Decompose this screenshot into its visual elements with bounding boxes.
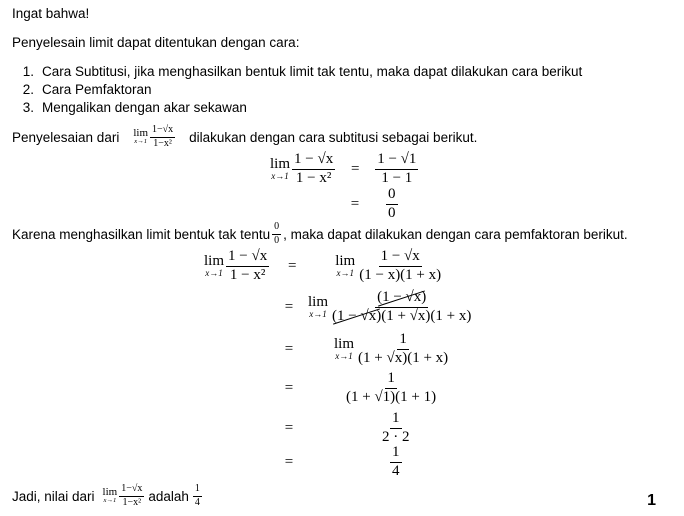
conclusion: Jadi, nilai dari lim x→1 $\frac{1-√x}{\text{1−x²}}$ adalah $\frac{1}{4}$ — [12, 483, 200, 508]
limit-operator: lim x→1 — [102, 486, 118, 505]
fraction: $\frac{1 - √x}{(1 - x)(1 + x)}$ — [359, 247, 442, 283]
limit-operator: lim x→1 — [204, 253, 225, 278]
note-heading: Ingat bahwa! — [12, 6, 90, 21]
fraction: $\frac{1}{4}$ — [392, 443, 400, 479]
limit-operator: lim x→1 — [308, 294, 329, 319]
page-number: 1 — [647, 492, 656, 509]
factoring-step-4: = $\frac{1}{(1 + √1)(1 + 1)}$ — [284, 369, 437, 405]
problem-statement: Penyelesaian dari lim x→1 $\frac{1-√x}{\text{1−x²}}$ dilakukan dengan cara subtitusi sebagai berikut. — [12, 124, 478, 149]
fraction: $\frac{1-√x}{\text{1−x²}}$ — [121, 483, 143, 508]
limit-operator: lim x→1 — [270, 156, 291, 181]
methods-list — [12, 63, 582, 117]
substitution-step-1: lim x→1 $\frac{1 - √x}{\text{1 − x²}}$ = $\frac{1 - √1}{1 - 1}$ — [270, 150, 417, 186]
problem-fraction: $\frac{1-√x}{\text{1−x²}}$ — [152, 124, 174, 149]
list-item: 3. Mengalikan dengan akar sekawan — [22, 100, 247, 115]
factoring-step-5: = $\frac{1}{2 \cdot 2}$ — [284, 409, 410, 445]
factoring-step-6: = $\frac{1}{4}$ — [284, 443, 400, 479]
substitution-step-2: = $\frac{0}{0}$ — [350, 185, 396, 221]
limit-operator: lim x→1 — [335, 253, 356, 278]
fraction: $\frac{1 - √x}{\text{1 − x²}}$ — [228, 247, 268, 283]
list-item: 1. Cara Subtitusi, jika menghasilkan bentuk limit tak tentu, maka dapat dilakukan cara berikut — [22, 64, 583, 79]
cancelled-factor: (1 − √x) — [377, 288, 427, 305]
factoring-intro: Karena menghasilkan limit bentuk tak tentu $\frac{0}{0}$ , maka dapat dilakukan dengan cara pemfaktoran berikut. — [12, 221, 628, 246]
factoring-step-2: = lim x→1 $\frac{(1 - √x)}{(1 - √x)(1 + √x)(1 + x)}$ — [284, 288, 472, 324]
cancelled-factor: (1 − √x) — [332, 307, 382, 324]
list-item: 2. Cara Pemfaktoran — [22, 82, 152, 97]
limit-operator: lim x→1 — [133, 127, 148, 146]
fraction: $\frac{(1 - √x)}{(1 - √x)(1 + √x)(1 + x)}$ — [332, 288, 472, 324]
fraction: $\frac{1}{(1 + √1)(1 + 1)}$ — [346, 369, 437, 405]
answer-fraction: $\frac{1}{4}$ — [194, 483, 200, 508]
fraction: $\frac{0}{0}$ — [274, 221, 280, 246]
fraction: $\frac{1 - √1}{1 - 1}$ — [377, 150, 417, 186]
factoring-step-3: = lim x→1 $\frac{1}{(1 + √x)(1 + x)}$ — [284, 330, 449, 366]
intro-text: Penyelesain limit dapat ditentukan dengan cara: — [12, 35, 300, 50]
limit-operator: lim x→1 — [334, 336, 355, 361]
fraction: $\frac{0}{0}$ — [388, 185, 396, 221]
fraction: $\frac{1}{(1 + √x)(1 + x)}$ — [358, 330, 449, 366]
fraction: $\frac{1 - √x}{\text{1 − x²}}$ — [294, 150, 334, 186]
factoring-step-1: lim x→1 $\frac{1 - √x}{\text{1 − x²}}$ = lim x→1 $\frac{1 - √x}{(1 - x)(1 + x)}$ — [204, 247, 442, 283]
fraction: $\frac{1}{2 \cdot 2}$ — [382, 409, 410, 445]
